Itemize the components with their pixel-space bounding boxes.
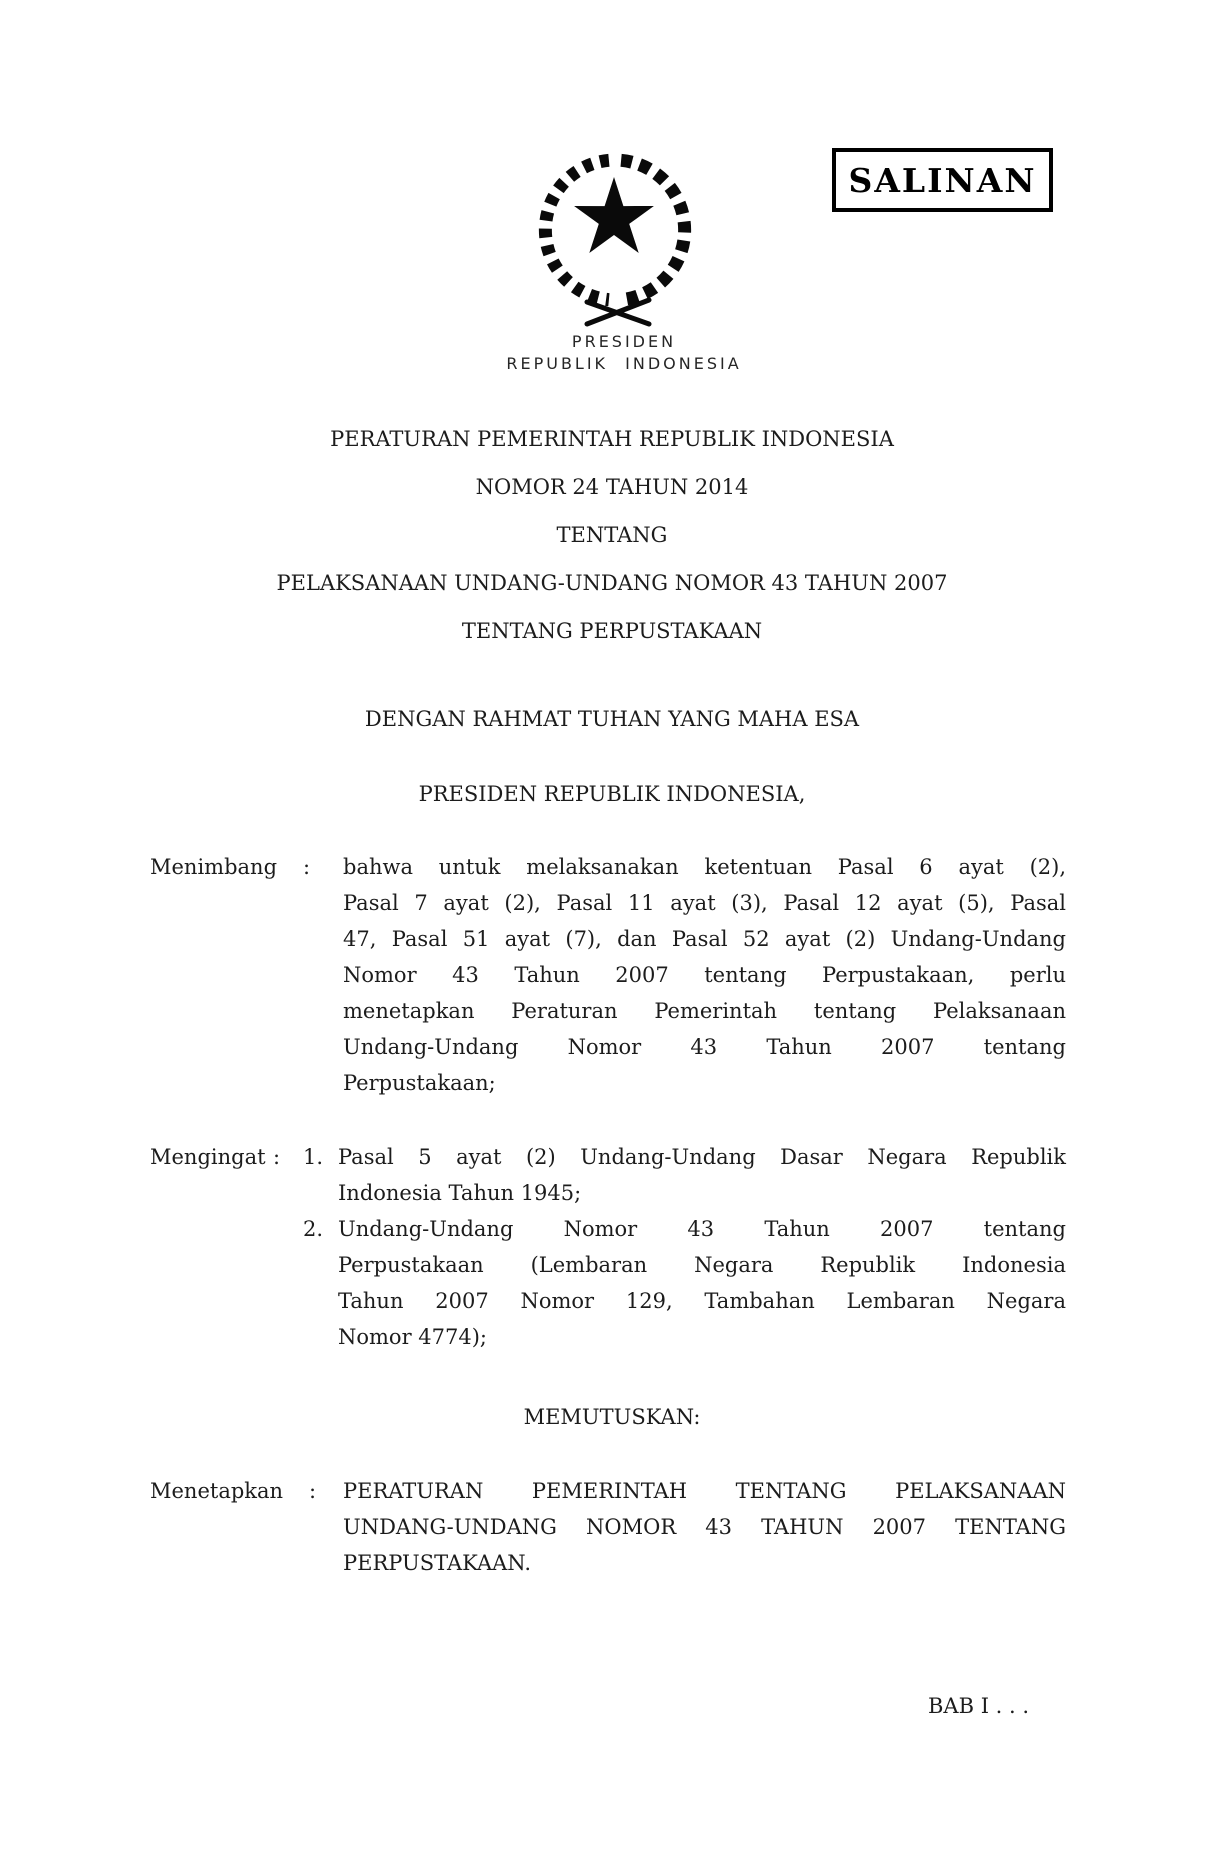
state-emblem-star-wreath-icon xyxy=(537,150,695,332)
menimbang-text xyxy=(343,849,1066,1101)
mengingat-label xyxy=(150,1139,281,1175)
mengingat-item2-line: Undang-Undang Nomor 43 Tahun 2007 tentang xyxy=(338,1217,1066,1241)
menetapkan-text-line: UNDANG-UNDANG NOMOR 43 TAHUN 2007 TENTANG xyxy=(343,1515,1066,1539)
invocation-line: DENGAN RAHMAT TUHAN YANG MAHA ESA xyxy=(364,707,860,731)
menimbang-label xyxy=(150,849,311,885)
mengingat-colon: : xyxy=(273,1145,281,1169)
list-item-number: 1. xyxy=(303,1145,324,1169)
list-item-number: 2. xyxy=(303,1217,324,1241)
menimbang-text-line: Undang-Undang Nomor 43 Tahun 2007 tentang xyxy=(343,1035,1066,1059)
mengingat-item2-line: Tahun 2007 Nomor 129, Tambahan Lembaran Negara xyxy=(338,1289,1066,1313)
salinan-stamp-label: SALINAN xyxy=(848,160,1037,200)
title-line-3: TENTANG xyxy=(556,523,668,547)
mengingat-item1-line: Indonesia Tahun 1945; xyxy=(338,1181,582,1205)
menimbang-text-line: Perpustakaan; xyxy=(343,1071,496,1095)
wreath-stems xyxy=(587,300,649,324)
title-line-1: PERATURAN PEMERINTAH REPUBLIK INDONESIA xyxy=(330,427,894,451)
menimbang-label-text: Menimbang xyxy=(150,855,278,879)
mengingat-item2-line: Nomor 4774); xyxy=(338,1325,487,1349)
catchword-bab-i: BAB I . . . xyxy=(928,1694,1030,1718)
mengingat-item1-line: Pasal 5 ayat (2) Undang-Undang Dasar Negara Republik xyxy=(338,1145,1066,1169)
title-line-5: TENTANG PERPUSTAKAAN xyxy=(461,619,763,643)
title-line-4: PELAKSANAAN UNDANG-UNDANG NOMOR 43 TAHUN 2007 xyxy=(276,571,948,595)
menimbang-text-line: 47, Pasal 51 ayat (7), dan Pasal 52 ayat (2) Undang-Undang xyxy=(343,927,1066,951)
list-item-text xyxy=(338,1211,1066,1355)
menetapkan-text-line: PERPUSTAKAAN. xyxy=(343,1551,532,1575)
menimbang-text-line: Pasal 7 ayat (2), Pasal 11 ayat (3), Pasal 12 ayat (5), Pasal xyxy=(343,891,1066,915)
salinan-stamp xyxy=(832,148,1053,212)
menetapkan-label xyxy=(150,1473,317,1509)
mengingat-label-text: Mengingat xyxy=(150,1145,266,1169)
list-item-text xyxy=(338,1139,1066,1211)
menimbang-text-line: bahwa untuk melaksanakan ketentuan Pasal 6 ayat (2), xyxy=(343,855,1066,879)
menetapkan-text-line: PERATURAN PEMERINTAH TENTANG PELAKSANAAN xyxy=(343,1479,1066,1503)
enacting-authority-line: PRESIDEN REPUBLIK INDONESIA, xyxy=(418,782,806,806)
memutuskan-heading: MEMUTUSKAN: xyxy=(523,1405,701,1429)
letterhead-line2: REPUBLIK INDONESIA xyxy=(506,354,742,373)
menimbang-text-line: Nomor 43 Tahun 2007 tentang Perpustakaan, perlu xyxy=(343,963,1066,987)
mengingat-list xyxy=(303,1139,1066,1355)
menimbang-text-line: menetapkan Peraturan Pemerintah tentang Pelaksanaan xyxy=(343,999,1066,1023)
menimbang-colon: : xyxy=(303,855,311,879)
regulation-title xyxy=(0,415,1224,655)
mengingat-item2-line: Perpustakaan (Lembaran Negara Republik Indonesia xyxy=(338,1253,1066,1277)
list-item xyxy=(303,1139,1066,1211)
letterhead-line1: PRESIDEN xyxy=(571,332,677,351)
menetapkan-colon: : xyxy=(309,1479,317,1503)
title-line-2: NOMOR 24 TAHUN 2014 xyxy=(475,475,749,499)
menetapkan-text xyxy=(343,1473,1066,1581)
letterhead xyxy=(12,331,1224,375)
menetapkan-label-text: Menetapkan xyxy=(150,1479,284,1503)
star-icon xyxy=(574,177,654,253)
list-item xyxy=(303,1211,1066,1355)
